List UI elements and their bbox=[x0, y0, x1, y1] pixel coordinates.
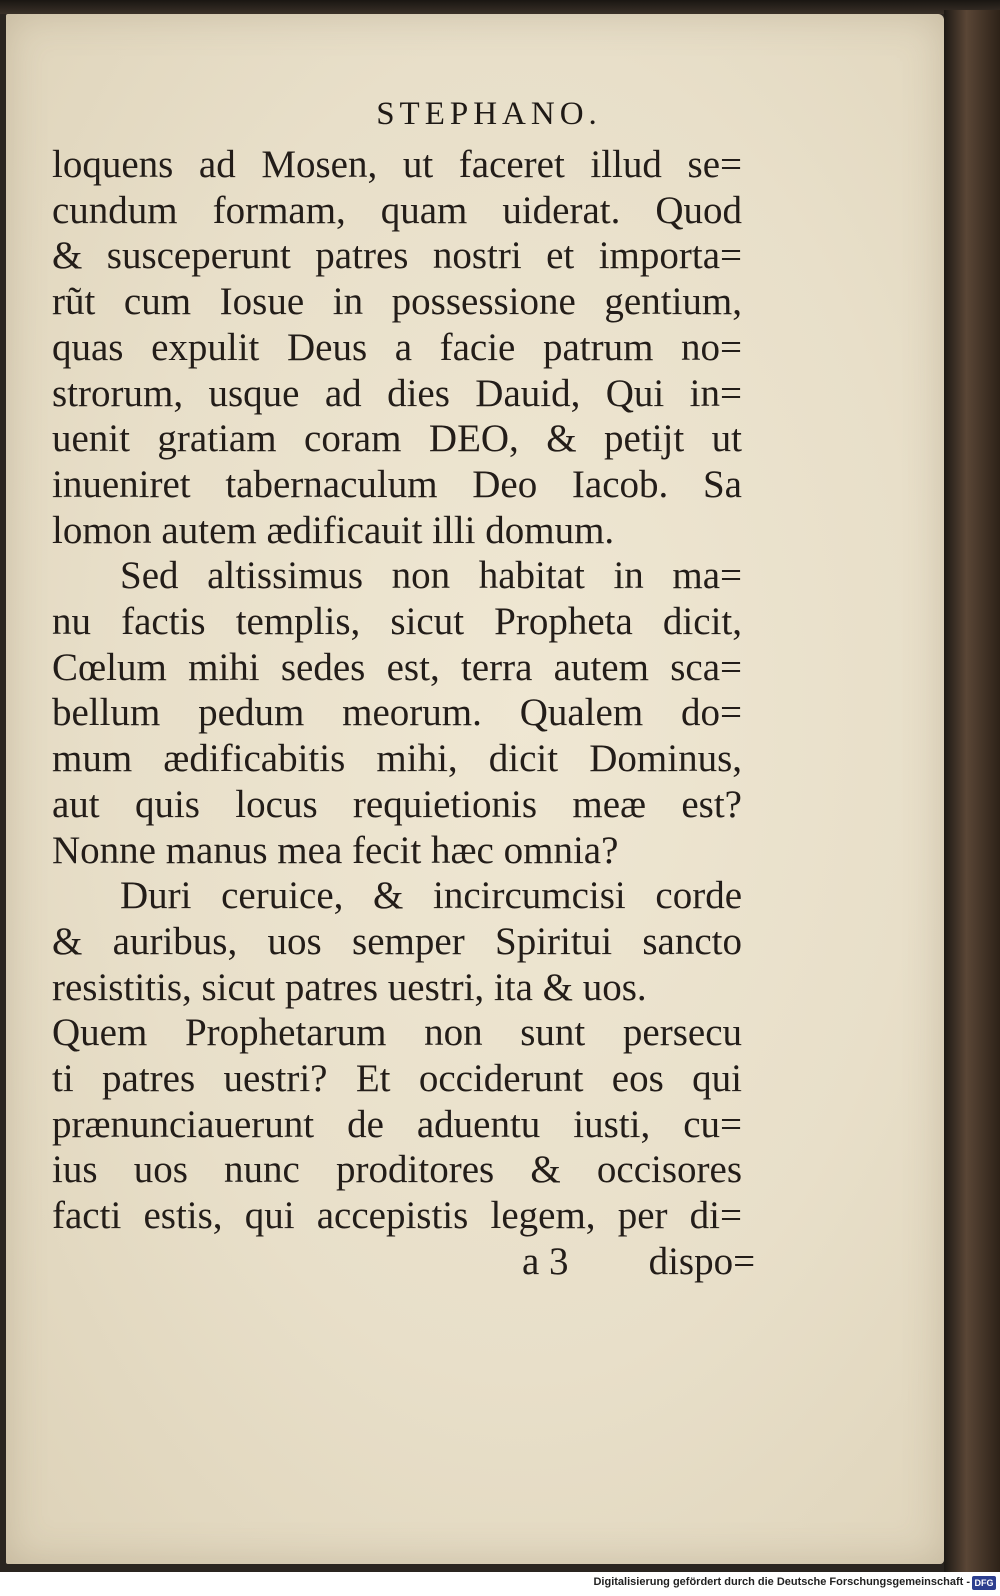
footer-bar bbox=[0, 1572, 1000, 1596]
main-text-block bbox=[52, 142, 756, 1285]
funding-credit: Digitalisierung gefördert durch die Deutsche Forschungsgemeinschaft - bbox=[593, 1576, 970, 1588]
text-line: prænunciauerunt de aduentu iusti, cu= bbox=[52, 1102, 742, 1146]
text-line: & auribus, uos semper Spiritui sancto bbox=[52, 919, 742, 963]
text-line: ti patres uestri? Et occiderunt eos qui bbox=[52, 1057, 742, 1101]
text-line: Nonne manus mea fecit hæc omnia? bbox=[52, 828, 619, 872]
text-line: bellum pedum meorum. Qualem do= bbox=[52, 691, 742, 735]
book-binding-edge bbox=[944, 10, 1000, 1572]
text-line: rũt cum Iosue in possessione gentium, bbox=[52, 280, 742, 324]
signature-catchword-line bbox=[52, 1239, 756, 1285]
text-line: cundum formam, quam uiderat. Quod bbox=[52, 188, 742, 232]
text-line: mum ædificabitis mihi, dicit Dominus, bbox=[52, 737, 742, 781]
catchword: dispo= bbox=[648, 1239, 756, 1283]
text-line: ius uos nunc proditores & occisores bbox=[52, 1148, 742, 1192]
text-line: quas expulit Deus a facie patrum no= bbox=[52, 325, 742, 369]
text-line: resistitis, sicut patres uestri, ita & uos. bbox=[52, 965, 647, 1009]
text-line: Quem Prophetarum non sunt persecu bbox=[52, 1011, 742, 1055]
text-line: aut quis locus requietionis meæ est? bbox=[52, 782, 742, 826]
text-line: & susceperunt patres nostri et importa= bbox=[52, 234, 742, 278]
paragraph-start-line: Duri ceruice, & incircumcisi corde bbox=[120, 874, 742, 918]
text-line: loquens ad Mosen, ut faceret illud se= bbox=[52, 143, 742, 186]
book-top-edge bbox=[0, 0, 1000, 14]
signature-mark: a 3 bbox=[522, 1239, 569, 1283]
text-line: inueniret tabernaculum Deo Iacob. Sa bbox=[52, 462, 742, 506]
text-line: lomon autem ædificauit illi domum. bbox=[52, 508, 615, 552]
paragraph-start-line: Sed altissimus non habitat in ma= bbox=[120, 554, 742, 598]
running-head: STEPHANO. bbox=[376, 96, 602, 132]
text-line: Cœlum mihi sedes est, terra autem sca= bbox=[52, 645, 742, 689]
text-line: nu factis templis, sicut Propheta dicit, bbox=[52, 600, 742, 644]
text-line: facti estis, qui accepistis legem, per di= bbox=[52, 1194, 742, 1238]
text-line: uenit gratiam coram DEO, & petijt ut bbox=[52, 417, 742, 461]
text-line: strorum, usque ad dies Dauid, Qui in= bbox=[52, 371, 742, 415]
dfg-logo: DFG bbox=[972, 1576, 996, 1590]
